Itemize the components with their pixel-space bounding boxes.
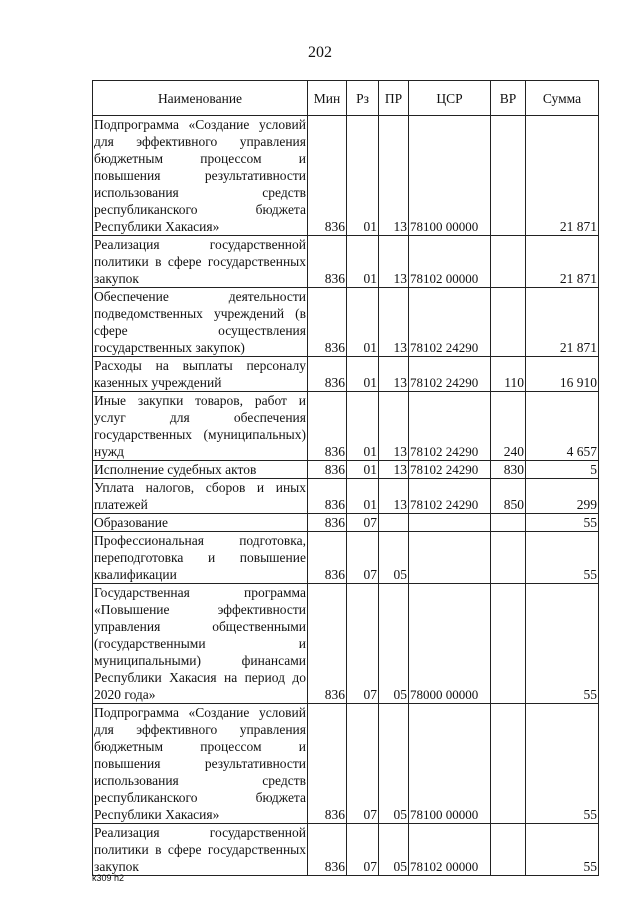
header-vr: ВР — [491, 81, 526, 116]
row-name: Образование — [93, 514, 308, 532]
row-csr: 78100 00000 — [409, 704, 491, 824]
row-rz: 01 — [347, 461, 379, 479]
table-row — [93, 116, 599, 236]
row-name: Уплата налогов, сборов и иных платежей — [94, 480, 306, 512]
row-vr — [491, 514, 526, 532]
row-rz: 07 — [347, 532, 379, 584]
row-pr: 13 — [379, 479, 409, 514]
row-min: 836 — [308, 514, 347, 532]
row-pr: 13 — [379, 116, 409, 236]
row-pr: 05 — [379, 532, 409, 584]
row-sum: 55 — [526, 704, 599, 824]
row-name: Государственная программа «Повышение эффективности управления общественными (государственными и муниципальными) финансами Республики Хакасия на период до 2020 года» — [94, 585, 306, 702]
row-name: Реализация государственной политики в сфере государственных закупок — [94, 237, 306, 286]
row-vr: 830 — [491, 461, 526, 479]
row-sum: 55 — [526, 824, 599, 876]
row-pr: 05 — [379, 704, 409, 824]
row-name: Расходы на выплаты персоналу казенных учреждений — [94, 358, 306, 390]
row-pr: 13 — [379, 236, 409, 288]
row-vr — [491, 584, 526, 704]
row-vr: 850 — [491, 479, 526, 514]
table-row — [93, 584, 599, 704]
row-name: Подпрограмма «Создание условий для эффективного управления бюджетным процессом и повышения результативности использования средств республиканского бюджета Республики Хакасия» — [94, 117, 306, 234]
row-csr — [409, 532, 491, 584]
header-rz: Рз — [347, 81, 379, 116]
row-sum: 16 910 — [526, 357, 599, 392]
row-rz: 07 — [347, 824, 379, 876]
row-csr — [409, 514, 491, 532]
row-rz: 01 — [347, 479, 379, 514]
row-min: 836 — [308, 357, 347, 392]
row-min: 836 — [308, 392, 347, 461]
row-min: 836 — [308, 236, 347, 288]
table-row — [93, 704, 599, 824]
row-vr — [491, 532, 526, 584]
table-row — [93, 392, 599, 461]
row-pr: 13 — [379, 357, 409, 392]
row-vr — [491, 288, 526, 357]
row-sum: 21 871 — [526, 288, 599, 357]
table-row — [93, 357, 599, 392]
row-rz: 07 — [347, 704, 379, 824]
header-sum: Сумма — [526, 81, 599, 116]
header-pr: ПР — [379, 81, 409, 116]
row-name: Иные закупки товаров, работ и услуг для обеспечения государственных (муниципальных) нужд — [94, 393, 306, 459]
row-csr: 78102 24290 — [409, 461, 491, 479]
row-vr: 110 — [491, 357, 526, 392]
row-min: 836 — [308, 532, 347, 584]
row-name: Реализация государственной политики в сфере государственных закупок — [94, 825, 306, 874]
row-pr: 13 — [379, 392, 409, 461]
row-rz: 07 — [347, 514, 379, 532]
row-csr: 78102 24290 — [409, 392, 491, 461]
row-sum: 299 — [526, 479, 599, 514]
row-sum: 5 — [526, 461, 599, 479]
row-name: Профессиональная подготовка, переподготовка и повышение квалификации — [94, 533, 306, 582]
row-min: 836 — [308, 704, 347, 824]
row-sum: 55 — [526, 514, 599, 532]
row-pr: 13 — [379, 461, 409, 479]
row-csr: 78000 00000 — [409, 584, 491, 704]
row-sum: 21 871 — [526, 116, 599, 236]
header-min: Мин — [308, 81, 347, 116]
row-min: 836 — [308, 288, 347, 357]
row-name: Подпрограмма «Создание условий для эффективного управления бюджетным процессом и повышения результативности использования средств республиканского бюджета Республики Хакасия» — [94, 705, 306, 822]
table-row — [93, 236, 599, 288]
row-pr: 13 — [379, 288, 409, 357]
table-row — [93, 824, 599, 876]
row-rz: 01 — [347, 357, 379, 392]
row-pr — [379, 514, 409, 532]
row-sum: 21 871 — [526, 236, 599, 288]
row-min: 836 — [308, 116, 347, 236]
table-header-row — [93, 81, 599, 116]
row-csr: 78102 24290 — [409, 357, 491, 392]
row-min: 836 — [308, 824, 347, 876]
table-row — [93, 514, 599, 532]
row-csr: 78100 00000 — [409, 116, 491, 236]
row-csr: 78102 00000 — [409, 236, 491, 288]
budget-table — [92, 80, 599, 876]
row-min: 836 — [308, 584, 347, 704]
row-csr: 78102 00000 — [409, 824, 491, 876]
row-name: Обеспечение деятельности подведомственных учреждений (в сфере осуществления государственных закупок) — [94, 289, 306, 355]
row-min: 836 — [308, 461, 347, 479]
header-csr: ЦСР — [409, 81, 491, 116]
footer-code: k309 h2 — [92, 873, 125, 883]
row-vr — [491, 824, 526, 876]
table-row — [93, 532, 599, 584]
row-rz: 07 — [347, 584, 379, 704]
row-rz: 01 — [347, 288, 379, 357]
page-number: 202 — [308, 44, 332, 61]
row-rz: 01 — [347, 236, 379, 288]
table-row — [93, 288, 599, 357]
table-row — [93, 461, 599, 479]
row-vr: 240 — [491, 392, 526, 461]
row-pr: 05 — [379, 824, 409, 876]
row-csr: 78102 24290 — [409, 479, 491, 514]
row-sum: 55 — [526, 532, 599, 584]
row-csr: 78102 24290 — [409, 288, 491, 357]
row-vr — [491, 116, 526, 236]
table-row — [93, 479, 599, 514]
row-name: Исполнение судебных актов — [93, 461, 308, 479]
row-min: 836 — [308, 479, 347, 514]
row-rz: 01 — [347, 116, 379, 236]
row-sum: 55 — [526, 584, 599, 704]
header-name: Наименование — [93, 81, 308, 116]
row-pr: 05 — [379, 584, 409, 704]
row-rz: 01 — [347, 392, 379, 461]
row-sum: 4 657 — [526, 392, 599, 461]
row-vr — [491, 704, 526, 824]
row-vr — [491, 236, 526, 288]
